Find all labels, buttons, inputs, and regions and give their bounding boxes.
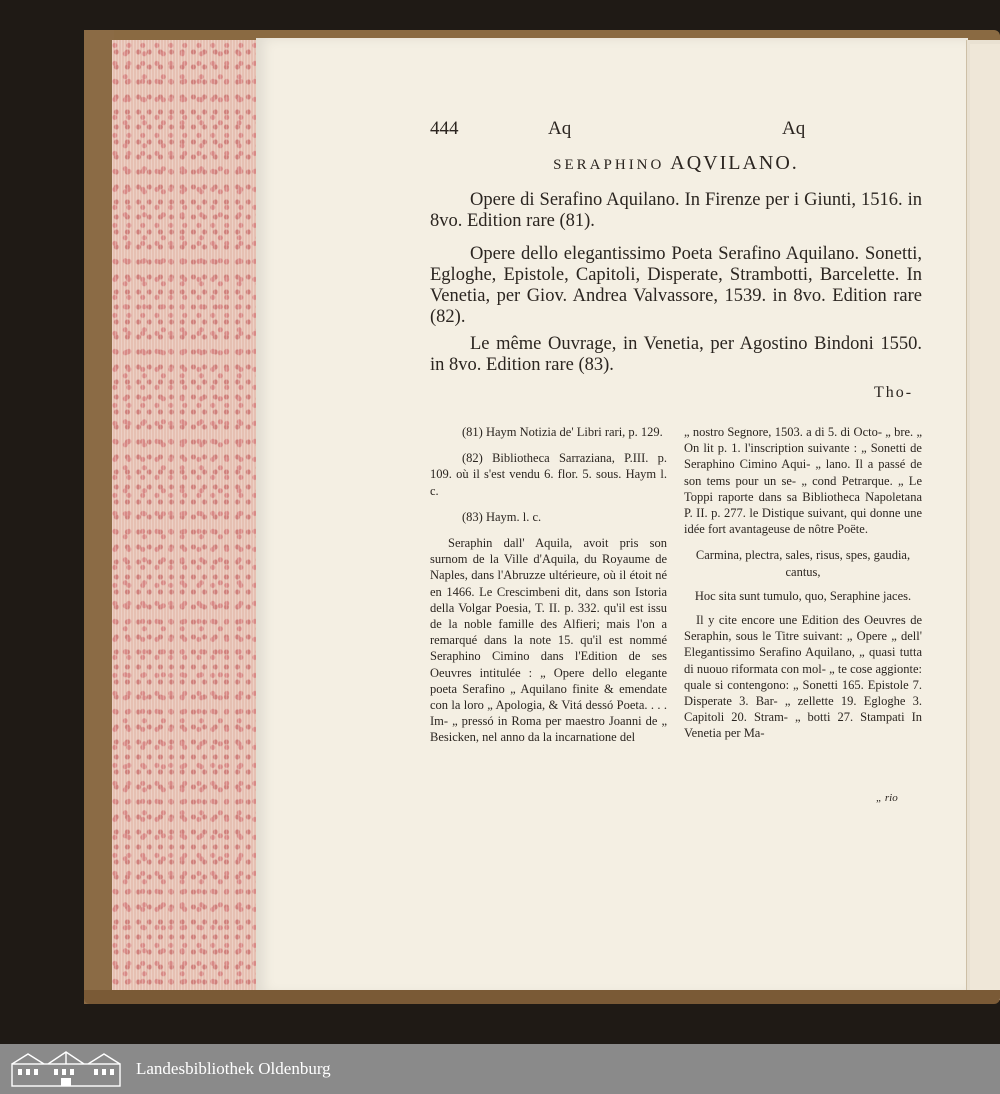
running-head-right: Aq [782,118,806,139]
section-title [430,152,922,175]
page-number: 444 [430,118,459,139]
note-81: (81) Haym Notizia de' Libri rari, p. 129. [462,425,663,439]
entry-1: Opere di Serafino Aquilano. In Firenze per i Giunti, 1516. in 8vo. Edition rare (81). [430,190,922,231]
page-tail: „ rio [876,792,898,804]
book-cover-bottom [84,990,1000,1004]
catchword: Tho- [874,384,914,401]
running-head [430,118,922,144]
note-edition: Il y cite encore une Edition des Oeuvres de Seraphin, sous le Titre suivant: „ Opere „ dell' Elegantissimo Serafino Aquilano, „ quasi tutta di nuouo riformata con mol- „ te cose aggionte: quale si contengono: „ Sonetti 165. Epistole 7. Disperate 3. Bar- „ zellette 19. Egloghe 3. Capitoli 20. Stram- „ botti 27. Stampati In Venetia per Ma- [684,613,922,741]
right-page-edge-inner [970,44,1000,996]
note-body: Seraphin dall' Aquila, avoit pris son surnom de la Ville d'Aquila, du Royaume de Naples, dans l'Abruzze ultérieure, où il étoit né en 1466. Le Crescimbeni dit, dans son Istoria della Volgar Poesia, T. II. p. 332. qu'il est issu de la noble famille des Alfieri; mais l'on a remarqué dans la note 15. qu'il est nommé Seraphino Cimino dans l'Edition de ses Oeuvres intitulée : „ Opere dello elegante poeta Serafino „ Aquilano finite & emendate con la loro „ Apologia, & Vitá dessó Poeta. . . . Im- „ pressó in Roma per maestro Joanni de „ Besicken, nel anno da la incarnatione del [430,536,667,745]
note-83: (83) Haym. l. c. [462,509,542,524]
page-edges [112,40,258,992]
book-spine [84,30,114,1004]
footer-bar [0,1044,1000,1094]
footer-label: Landesbibliothek Oldenburg [136,1059,331,1078]
title-prefix: SERAPHINO [553,157,665,173]
running-head-left: Aq [548,118,572,139]
distich-line-1: Carmina, plectra, sales, risus, spes, gaudia, cantus, [695,548,911,579]
title-name: AQVILANO. [670,152,799,174]
note-82: (82) Bibliotheca Sarraziana, P.III. p. 109. où il s'est vendu 6. flor. 5. sous. Haym l. c. [430,451,667,498]
distich-line-2: Hoc sita sunt tumulo, quo, Seraphine jaces. [694,588,912,603]
entry-3: Le même Ouvrage, in Venetia, per Agostino Bindoni 1550. in 8vo. Edition rare (83). [430,334,922,375]
notes-right-column [684,424,922,752]
note-continuation: „ nostro Segnore, 1503. a di 5. di Octo- „ bre. „ On lit p. 1. l'inscription suivante : „ Sonetti de Seraphino Cimino Aqui- „ lano. Il a passé de son tems pour un se- „ cond Petrarque. „ Le Toppi raporte dans sa Bibliotheca Napoletana P. II. p. 277. le Distique suivant, qui donne une idée fort avantageuse de nôtre Poëte. [684,425,922,537]
entry-2: Opere dello elegantissimo Poeta Serafino Aquilano. Sonetti, Egloghe, Epistole, Capitoli, Disperate, Strambotti, Barcelette. In Venetia, per Giov. Andrea Valvassore, 1539. in 8vo. Edition rare (82). [430,244,922,327]
library-building-icon [8,1050,124,1088]
notes-left-column [430,424,667,756]
